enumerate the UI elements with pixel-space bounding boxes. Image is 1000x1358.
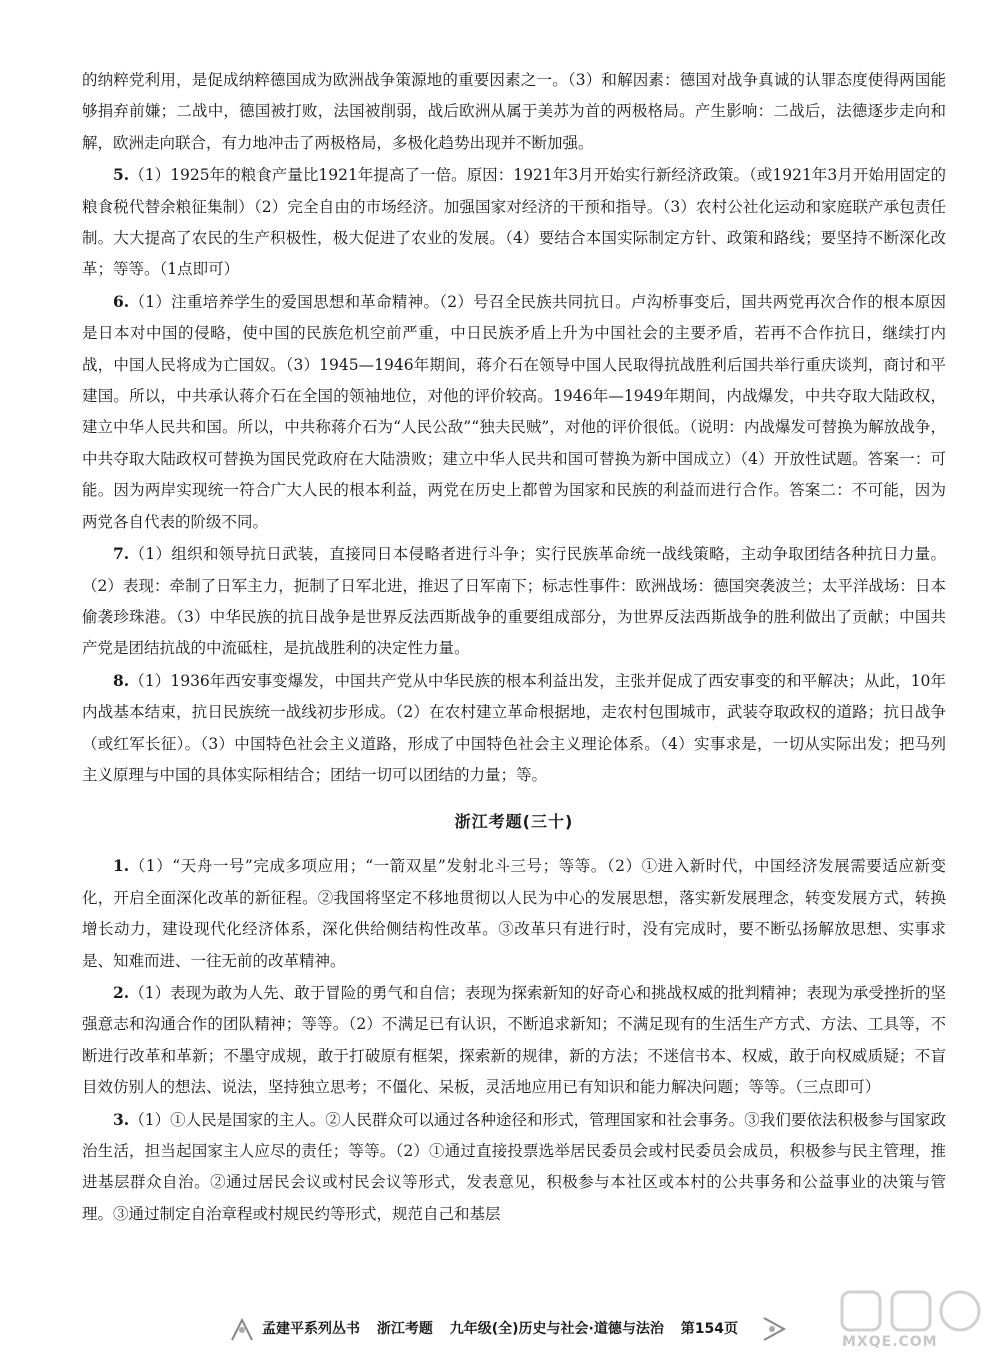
watermark-logo-icon <box>838 1286 988 1336</box>
document-body <box>82 64 946 1230</box>
footer-grade-subject: 九年级(全)历史与社会·道德与法治 <box>449 1321 664 1337</box>
question-number: 1. <box>113 856 130 876</box>
watermark <box>838 1286 988 1352</box>
answer-text: （1）①人民是国家的主人。②人民群众可以通过各种途径和形式，管理国家和社会事务。③我们要依法积极参与国家政治生活，担当起国家主人应尽的责任；等等。（2）①通过直接投票选举居民委员会或村民委员会成员，积极参与民主管理，推进基层群众自治。②通过居民会议或村民会议等形式，发表意见，积极参与本社区或本村的公共事务和公益事业的决策与管理。③通过制定自治章程或村规民约等形式，规范自己和基层 <box>82 1110 946 1223</box>
question-number: 8. <box>113 670 130 690</box>
question-number: 7. <box>113 544 130 564</box>
question-number: 3. <box>113 1109 130 1129</box>
answer-paragraph <box>82 159 946 286</box>
question-number: 5. <box>113 165 130 185</box>
answer-paragraph <box>82 977 946 1104</box>
watermark-text: MXQE.COM <box>842 1334 938 1350</box>
footer-text <box>262 1318 750 1338</box>
footer-book: 浙江考题 <box>376 1321 433 1337</box>
answer-text: （1）组织和领导抗日武装，直接同日本侵略者进行斗争；实行民族革命统一战线策略，主动争取团结各种抗日力量。（2）表现：牵制了日军主力，扼制了日军北进，推迟了日军南下；标志性事件：欧洲战场：德国突袭波兰；太平洋战场：日本偷袭珍珠港。（3）中华民族的抗日战争是世界反法西斯战争的重要组成部分，为世界反法西斯战争的胜利做出了贡献；中国共产党是团结抗战的中流砥柱，是抗战胜利的决定性力量。 <box>82 545 946 658</box>
answer-paragraph <box>82 665 946 792</box>
answer-paragraph <box>82 850 946 977</box>
footer-page-number: 第154页 <box>680 1321 738 1337</box>
footer-series: 孟建平系列丛书 <box>262 1321 360 1337</box>
answer-paragraph <box>82 286 946 538</box>
bottom-answers <box>82 850 946 1230</box>
answer-text: （1）注重培养学生的爱国思想和革命精神。（2）号召全民族共同抗日。卢沟桥事变后，国共两党再次合作的根本原因是日本对中国的侵略，使中国的民族危机空前严重，中日民族矛盾上升为中国社会的主要矛盾，若再不合作抗日，继续打内战，中国人民将成为亡国奴。（3）1945—1946年期间，蒋介石在领导中国人民取得抗战胜利后国共举行重庆谈判，商讨和平建国。所以，中共承认蒋介石在全国的领袖地位，对他的评价较高。1946年—1949年期间，内战爆发，中共夺取大陆政权，建立中华人民共和国。所以，中共称蒋介石为“人民公敌”“独夫民贼”，对他的评价很低。（说明：内战爆发可替换为解放战争，中共夺取大陆政权可替换为国民党政府在大陆溃败；建立中华人民共和国可替换为新中国成立）（4）开放性试题。答案一：可能。因为两岸实现统一符合广大人民的根本利益，两党在历史上都曾为国家和民族的利益而进行合作。答案二：不可能，因为两党各自代表的阶级不同。 <box>82 292 946 531</box>
top-answers <box>82 64 946 791</box>
section-title: 浙江考题(三十) <box>454 812 574 832</box>
answer-paragraph <box>82 64 946 159</box>
question-number: 2. <box>113 982 130 1002</box>
ornament-right-icon <box>760 1314 788 1344</box>
answer-text: 的纳粹党利用，是促成纳粹德国成为欧洲战争策源地的重要因素之一。（3）和解因素：德国对战争真诚的认罪态度使得两国能够捐弃前嫌；二战中，德国被打败，法国被削弱，战后欧洲从属于美苏为首的两极格局。产生影响：二战后，法德逐步走向和解，欧洲走向联合，有力地冲击了两极格局，多极化趋势出现并不断加强。 <box>82 71 946 152</box>
ornament-left-icon <box>228 1314 256 1344</box>
answer-paragraph <box>82 538 946 665</box>
question-number: 6. <box>113 291 130 311</box>
answer-paragraph <box>82 1104 946 1231</box>
answer-text: （1）表现为敢为人先、敢于冒险的勇气和自信；表现为探索新知的好奇心和挑战权威的批判精神；表现为承受挫折的坚强意志和沟通合作的团队精神；等等。（2）不满足已有认识，不断追求新知；不满足现有的生活生产方式、方法、工具等，不断进行改革和革新；不墨守成规，敢于打破原有框架，探索新的规律，新的方法；不迷信书本、权威，敢于向权威质疑；不盲目效仿别人的想法、说法，坚持独立思考；不僵化、呆板，灵活地应用已有知识和能力解决问题；等等。（三点即可） <box>82 983 946 1097</box>
answer-text: （1）“天舟一号”完成多项应用；“一箭双星”发射北斗三号；等等。（2）①进入新时代，中国经济发展需要适应新变化，开启全面深化改革的新征程。②我国将坚定不移地贯彻以人民为中心的发展思想，落实新发展理念，转变发展方式，转换增长动力，建设现代化经济体系，深化供给侧结构性改革。③改革只有进行时，没有完成时，要不断弘扬解放思想、实事求是、知难而进、一往无前的改革精神。 <box>82 857 946 970</box>
answer-text: （1）1936年西安事变爆发，中国共产党从中华民族的根本利益出发，主张并促成了西安事变的和平解决；从此，10年内战基本结束，抗日民族统一战线初步形成。（2）在农村建立革命根据地，走农村包围城市，武装夺取政权的道路；抗日战争（或红军长征）。（3）中国特色社会主义道路，形成了中国特色社会主义理论体系。（4）实事求是，一切从实际出发；把马列主义原理与中国的具体实际相结合；团结一切可以团结的力量；等。 <box>82 671 946 784</box>
answer-text: （1）1925年的粮食产量比1921年提高了一倍。原因：1921年3月开始实行新经济政策。（或1921年3月开始用固定的粮食税代替余粮征集制）（2）完全自由的市场经济。加强国家对经济的干预和指导。（3）农村公社化运动和家庭联产承包责任制。大大提高了农民的生产积极性，极大促进了农业的发展。（4）要结合本国实际制定方针、政策和路线；要坚持不断深化改革；等等。（1点即可） <box>82 166 946 279</box>
